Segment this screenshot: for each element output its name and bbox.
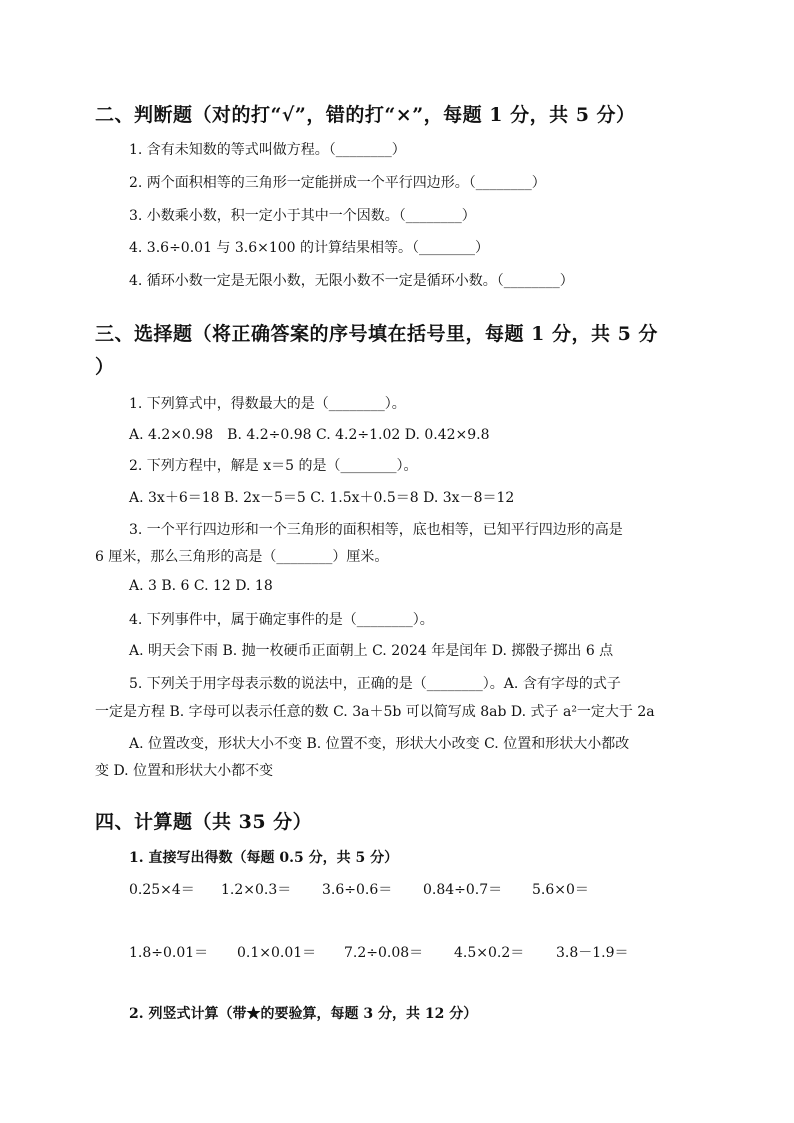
calc-row1-item-3: 3.6÷0.6＝ <box>322 882 393 898</box>
choice-q4: 4. 下列事件中，属于确定事件的是（________）。 <box>129 612 434 628</box>
calc-sub1-title: 1. 直接写出得数（每题 0.5 分，共 5 分） <box>129 850 399 866</box>
judgement-item-5: 4. 循环小数一定是无限小数，无限小数不一定是循环小数。（________） <box>129 273 574 289</box>
calc-row2-item-3: 7.2÷0.08＝ <box>344 945 424 961</box>
choice-q2: 2. 下列方程中，解是 x＝5 的是（________）。 <box>129 458 418 474</box>
calc-sub2-title: 2. 列竖式计算（带★的要验算，每题 3 分，共 12 分） <box>129 1006 478 1022</box>
choice-q5-line2: 一定是方程 B. 字母可以表示任意的数 C. 3a＋5b 可以简写成 8ab D. 式子 a²一定大于 2a <box>95 704 655 720</box>
judgement-item-4: 4. 3.6÷0.01 与 3.6×100 的计算结果相等。（________） <box>129 240 490 256</box>
judgement-item-3: 3. 小数乘小数，积一定小于其中一个因数。（________） <box>129 208 476 224</box>
choice-q3-options: A. 3 B. 6 C. 12 D. 18 <box>129 578 273 594</box>
choice-q1: 1. 下列算式中，得数最大的是（________）。 <box>129 396 406 412</box>
choice-q4-options: A. 明天会下雨 B. 抛一枚硬币正面朝上 C. 2024 年是闰年 D. 掷骰子掷出 6 点 <box>129 643 614 659</box>
choice-q6-line2: 变 D. 位置和形状大小都不变 <box>95 763 274 779</box>
choice-q3-line1: 3. 一个平行四边形和一个三角形的面积相等，底也相等，已知平行四边形的高是 <box>129 522 623 538</box>
judgement-item-2: 2. 两个面积相等的三角形一定能拼成一个平行四边形。（________） <box>129 175 546 191</box>
section-calc-title: 四、计算题（共 35 分） <box>95 811 313 833</box>
section-choice-title: 三、选择题（将正确答案的序号填在括号里，每题 1 分，共 5 分 <box>95 323 658 345</box>
judgement-item-1: 1. 含有未知数的等式叫做方程。（________） <box>129 142 406 158</box>
calc-row1-item-2: 1.2×0.3＝ <box>221 882 292 898</box>
calc-row2-item-5: 3.8－1.9＝ <box>556 945 629 961</box>
calc-row2-item-4: 4.5×0.2＝ <box>454 945 525 961</box>
calc-row2-item-1: 1.8÷0.01＝ <box>129 945 209 961</box>
choice-q1-options: A. 4.2×0.98 B. 4.2÷0.98 C. 4.2÷1.02 D. 0.42×9.8 <box>129 427 490 443</box>
section-judgement-title: 二、判断题（对的打“√”，错的打“×”，每题 1 分，共 5 分） <box>95 104 636 126</box>
choice-q6-line1: A. 位置改变，形状大小不变 B. 位置不变，形状大小改变 C. 位置和形状大小都改 <box>129 736 630 752</box>
choice-q5-line1: 5. 下列关于用字母表示数的说法中，正确的是（________）。A. 含有字母的式子 <box>129 676 621 692</box>
choice-q3-line2: 6 厘米，那么三角形的高是（________）厘米。 <box>95 549 389 565</box>
section-choice-title-end: ） <box>95 356 115 378</box>
calc-row1-item-4: 0.84÷0.7＝ <box>423 882 503 898</box>
choice-q2-options: A. 3x＋6＝18 B. 2x－5＝5 C. 1.5x＋0.5＝8 D. 3x－8＝12 <box>129 490 515 506</box>
calc-row1-item-5: 5.6×0＝ <box>532 882 589 898</box>
calc-row2-item-2: 0.1×0.01＝ <box>237 945 317 961</box>
calc-row1-item-1: 0.25×4＝ <box>129 882 195 898</box>
